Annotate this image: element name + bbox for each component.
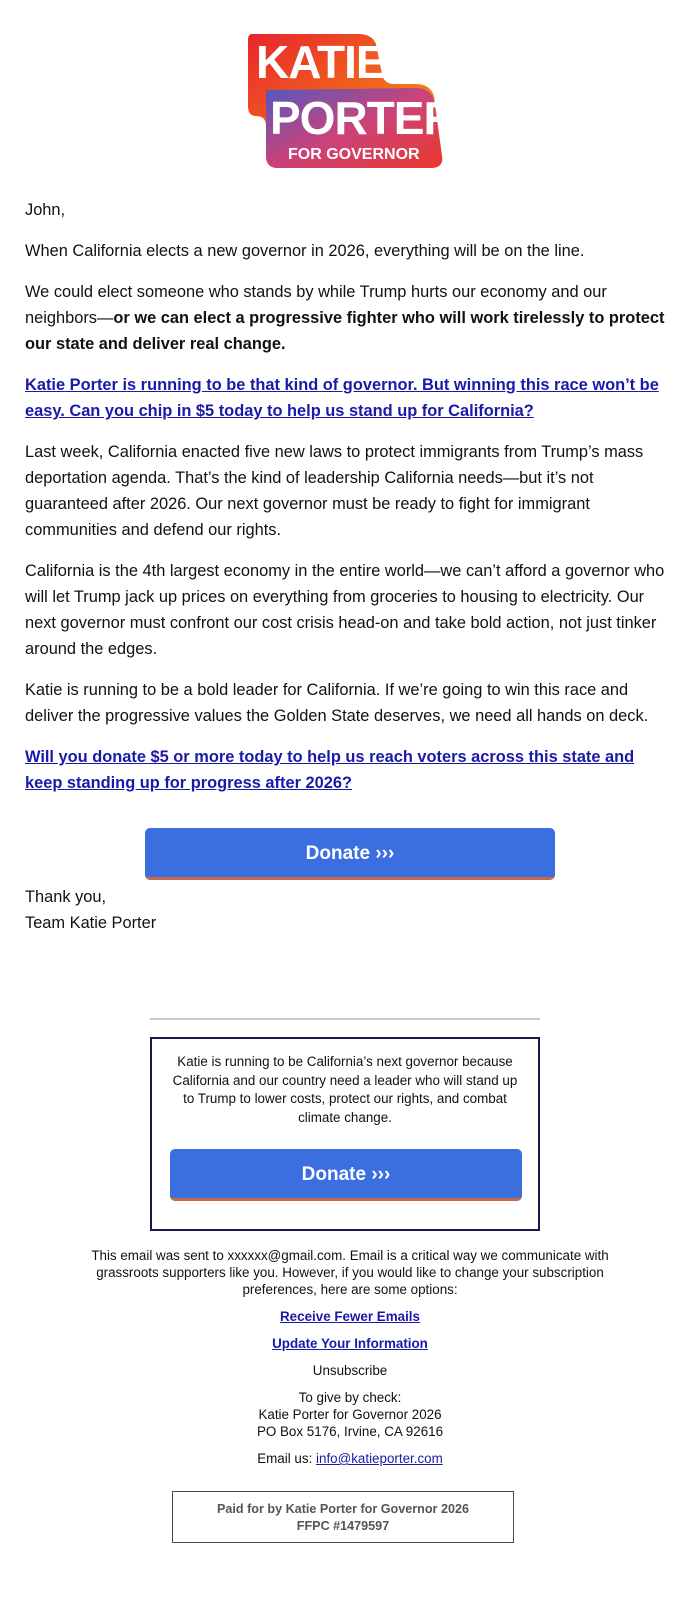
paid-for-text: Paid for by Katie Porter for Governor 2026: [217, 1502, 469, 1516]
logo-line1: KATIE: [256, 36, 386, 88]
paragraph-1: When California elects a new governor in 2026, everything will be on the line.: [25, 242, 585, 260]
update-information-link[interactable]: Update Your Information: [272, 1336, 428, 1351]
greeting: John,: [25, 201, 66, 219]
katie-porter-logo[interactable]: [248, 30, 458, 172]
callout-box: [150, 1037, 540, 1231]
check-address: PO Box 5176, Irvine, CA 92616: [256, 1424, 444, 1439]
update-info-wrap: [70, 1335, 630, 1352]
paid-for-disclaimer: [172, 1491, 514, 1543]
check-label: To give by check:: [298, 1390, 402, 1405]
email-label: Email us:: [257, 1451, 313, 1466]
logo-line2: PORTER: [270, 92, 456, 144]
donate-link-2[interactable]: Will you donate $5 or more today to help us reach voters across this state and keep standing up for progress after 2026?: [25, 748, 635, 792]
paragraph-4: California is the 4th largest economy in the entire world—we can’t afford a governor who will let Trump jack up prices on everything from groceries to housing to electricity. Our next governor must confront our cost crisis head-on and take bold action, not just tinker around the edges.: [25, 562, 665, 658]
logo-line3: FOR GOVERNOR: [288, 146, 420, 163]
email-body: [25, 197, 675, 811]
logo-graphic: [248, 30, 458, 172]
footer-divider: [150, 1018, 540, 1020]
donate-link-1-wrap: [25, 372, 675, 424]
callout-text: Katie is running to be California’s next governor because California and our country need a leader who will stand up to Trump to lower costs, protect our rights, and combat climate change.: [172, 1054, 518, 1125]
fewer-emails-wrap: [70, 1308, 630, 1325]
callout-donate-button[interactable]: Donate ›››: [170, 1149, 522, 1201]
paragraph-5: Katie is running to be a bold leader for California. If we’re going to win this race and deliver the progressive values the Golden State deserves, we need all hands on deck.: [25, 681, 649, 725]
fppc-number: FFPC #1479597: [296, 1519, 390, 1533]
paragraph-2: [25, 279, 675, 357]
unsubscribe-link[interactable]: Unsubscribe: [312, 1363, 388, 1378]
donate-link-1[interactable]: Katie Porter is running to be that kind of governor. But winning this race won’t be easy. Can you chip in $5 today to help us stand up for California?: [25, 376, 659, 420]
check-info: [70, 1389, 630, 1440]
thanks-text: Thank you,: [25, 888, 107, 906]
check-name: Katie Porter for Governor 2026: [258, 1407, 442, 1422]
subscription-notice: This email was sent to xxxxxx@gmail.com. Email is a critical way we communicate with grassroots supporters like you. However, if you would like to change your subscription preferences, here are some options:: [91, 1248, 609, 1297]
paragraph-2-bold: or we can elect a progressive fighter who will work tirelessly to protect our state and deliver real change.: [25, 309, 665, 353]
contact-email-link[interactable]: info@katieporter.com: [316, 1451, 443, 1466]
email-footer: [70, 1247, 630, 1477]
paragraph-3: Last week, California enacted five new laws to protect immigrants from Trump’s mass deportation agenda. That’s the kind of leadership California needs—but it’s not guaranteed after 2026. Our next governor must be ready to fight for immigrant communities and defend our rights.: [25, 443, 644, 539]
paragraph-2-normal: We could elect someone who stands by while Trump hurts our economy and our neighbors—: [25, 283, 607, 327]
signature-text: Team Katie Porter: [25, 914, 157, 932]
signoff: [25, 884, 156, 936]
receive-fewer-emails-link[interactable]: Receive Fewer Emails: [280, 1309, 420, 1324]
donate-button[interactable]: Donate ›››: [145, 828, 555, 880]
donate-link-2-wrap: [25, 744, 675, 796]
contact-email: [70, 1450, 630, 1467]
